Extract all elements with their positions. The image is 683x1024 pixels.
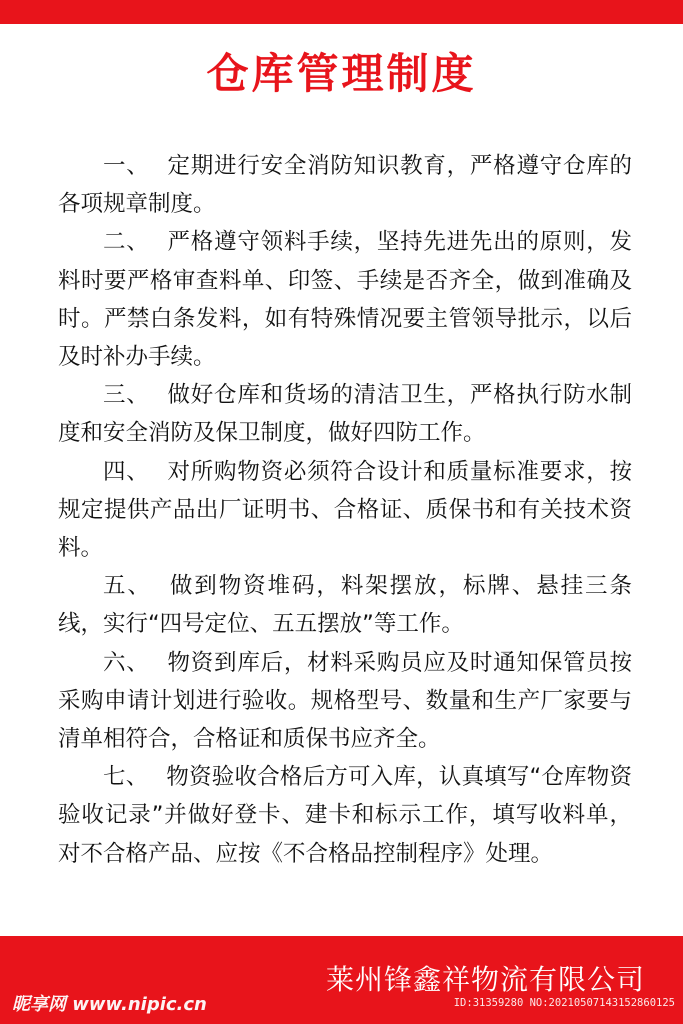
regulation-body [58, 147, 632, 873]
regulation-item-3 [58, 376, 632, 452]
top-red-band [0, 0, 683, 24]
regulation-item-2 [58, 223, 632, 376]
item-text: 物资验收合格后方可入库，认真填写“仓库物资验收记录”并做好登卡、建卡和标示工作，填写收料单，对不合格产品、应按《不合格品控制程序》处理。 [58, 764, 632, 867]
regulation-item-5 [58, 567, 632, 643]
item-text: 做到物资堆码，料架摆放，标牌、悬挂三条线，实行“四号定位、五五摆放”等工作。 [58, 573, 632, 638]
item-text: 定期进行安全消防知识教育，严格遵守仓库的各项规章制度。 [58, 153, 632, 218]
company-name: 莱州锋鑫祥物流有限公司 [325, 963, 645, 996]
item-number: 一、 [103, 153, 150, 179]
item-number: 五、 [103, 573, 152, 600]
regulation-item-7 [58, 758, 632, 873]
item-number: 七、 [103, 764, 149, 791]
watermark-id: ID:31359280 NO:20210507143152860125 [453, 997, 675, 1009]
regulation-item-1 [58, 147, 632, 223]
regulation-item-4 [58, 453, 632, 568]
watermark-site: 昵享网 www.nipic.cn [12, 994, 207, 1015]
item-number: 二、 [103, 229, 150, 256]
item-text: 物资到库后，材料采购员应及时通知保管员按采购申请计划进行验收。规格型号、数量和生产厂家要与清单相符合，合格证和质保书应齐全。 [58, 649, 632, 753]
item-text: 严格遵守领料手续，坚持先进先出的原则，发料时要严格审查料单、印签、手续是否齐全，做到准确及时。严禁白条发料，如有特殊情况要主管领导批示，以后及时补办手续。 [58, 229, 632, 371]
item-number: 四、 [103, 458, 150, 485]
page-title: 仓库管理制度 [206, 49, 477, 98]
item-number: 六、 [103, 649, 150, 676]
regulation-item-6 [58, 644, 632, 759]
item-text: 做好仓库和货场的清洁卫生，严格执行防水制度和安全消防及保卫制度，做好四防工作。 [58, 382, 632, 447]
item-text: 对所购物资必须符合设计和质量标准要求，按规定提供产品出厂证明书、合格证、质保书和有关技术资料。 [58, 458, 632, 562]
item-number: 三、 [103, 382, 150, 409]
